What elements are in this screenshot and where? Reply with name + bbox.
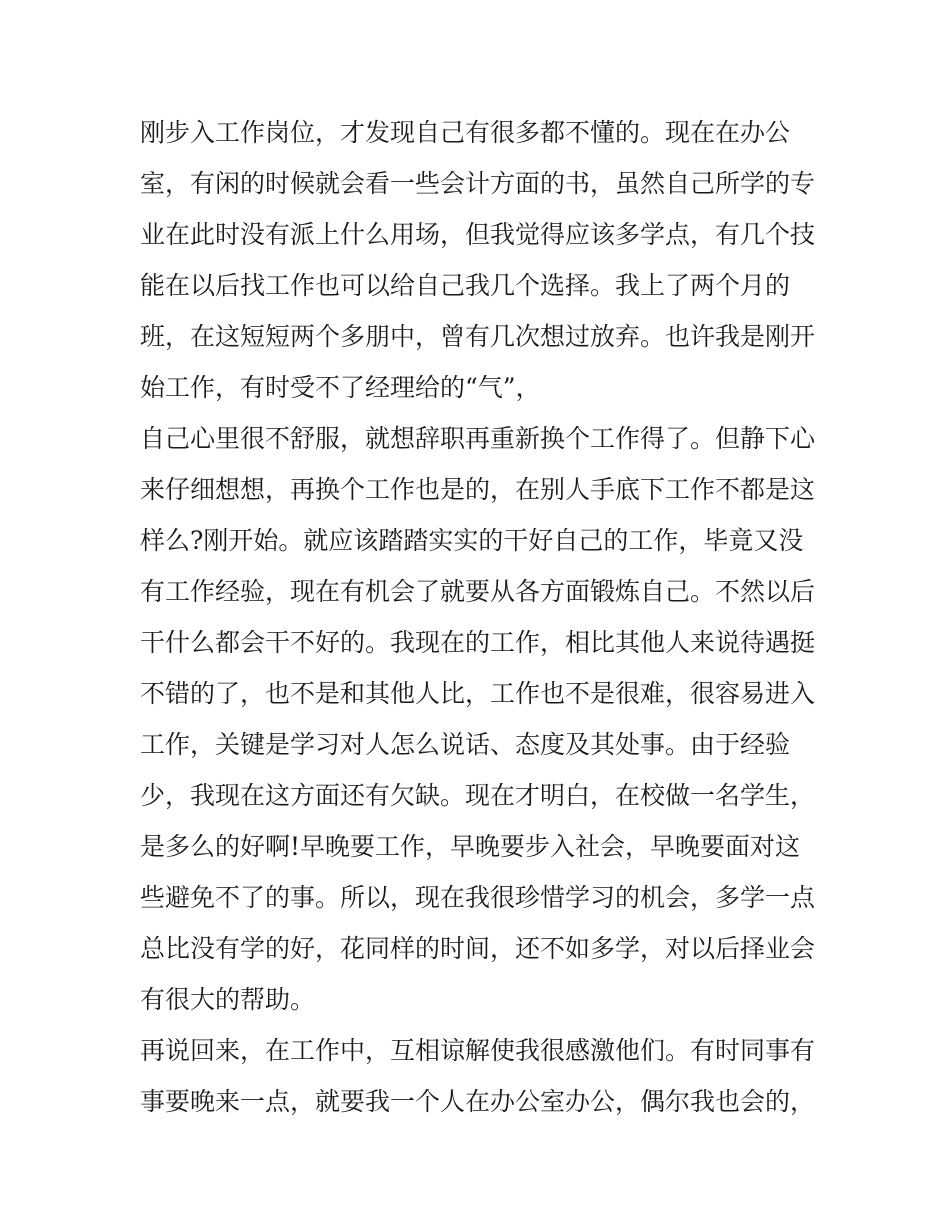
text-line: 再说回来，在工作中，互相谅解使我很感激他们。有时同事有 xyxy=(140,1036,816,1065)
text-line: 班，在这短短两个多朋中，曾有几次想过放弃。也许我是刚开 xyxy=(140,322,816,351)
text-line: 总比没有学的好，花同样的时间，还不如多学，对以后择业会 xyxy=(140,934,816,963)
text-line: 样么?刚开始。就应该踏踏实实的干好自己的工作，毕竟又没 xyxy=(140,526,804,555)
text-line: 有很大的帮助。 xyxy=(140,985,316,1014)
text-line: 能在以后找工作也可以给自己我几个选择。我上了两个月的 xyxy=(140,271,791,300)
text-line: 自己心里很不舒服，就想辞职再重新换个工作得了。但静下心 xyxy=(140,424,816,453)
text-line: 些避免不了的事。所以，现在我很珍惜学习的机会，多学一点 xyxy=(140,883,816,912)
text-line: 干什么都会干不好的。我现在的工作，相比其他人来说待遇挺 xyxy=(140,628,816,657)
text-line: 室，有闲的时候就会看一些会计方面的书，虽然自己所学的专 xyxy=(140,169,816,198)
text-line: 业在此时没有派上什么用场，但我觉得应该多学点，有几个技 xyxy=(140,220,816,249)
text-line: 少，我现在这方面还有欠缺。现在才明白，在校做一名学生， xyxy=(140,781,816,810)
text-line: 有工作经验，现在有机会了就要从各方面锻炼自己。不然以后 xyxy=(140,577,816,606)
document-body xyxy=(140,107,820,1127)
text-line: 来仔细想想，再换个工作也是的，在别人手底下工作不都是这 xyxy=(140,475,816,504)
text-line: 是多么的好啊!早晚要工作，早晚要步入社会，早晚要面对这 xyxy=(140,832,801,861)
text-line: 刚步入工作岗位，才发现自己有很多都不懂的。现在在办公 xyxy=(140,118,791,147)
text-line: 始工作，有时受不了经理给的“气”， xyxy=(140,373,541,402)
text-line: 工作，关键是学习对人怎么说话、态度及其处事。由于经验 xyxy=(140,730,791,759)
text-line: 不错的了，也不是和其他人比，工作也不是很难，很容易进入 xyxy=(140,679,816,708)
text-line: 事要晚来一点，就要我一个人在办公室办公，偶尔我也会的， xyxy=(140,1087,816,1116)
